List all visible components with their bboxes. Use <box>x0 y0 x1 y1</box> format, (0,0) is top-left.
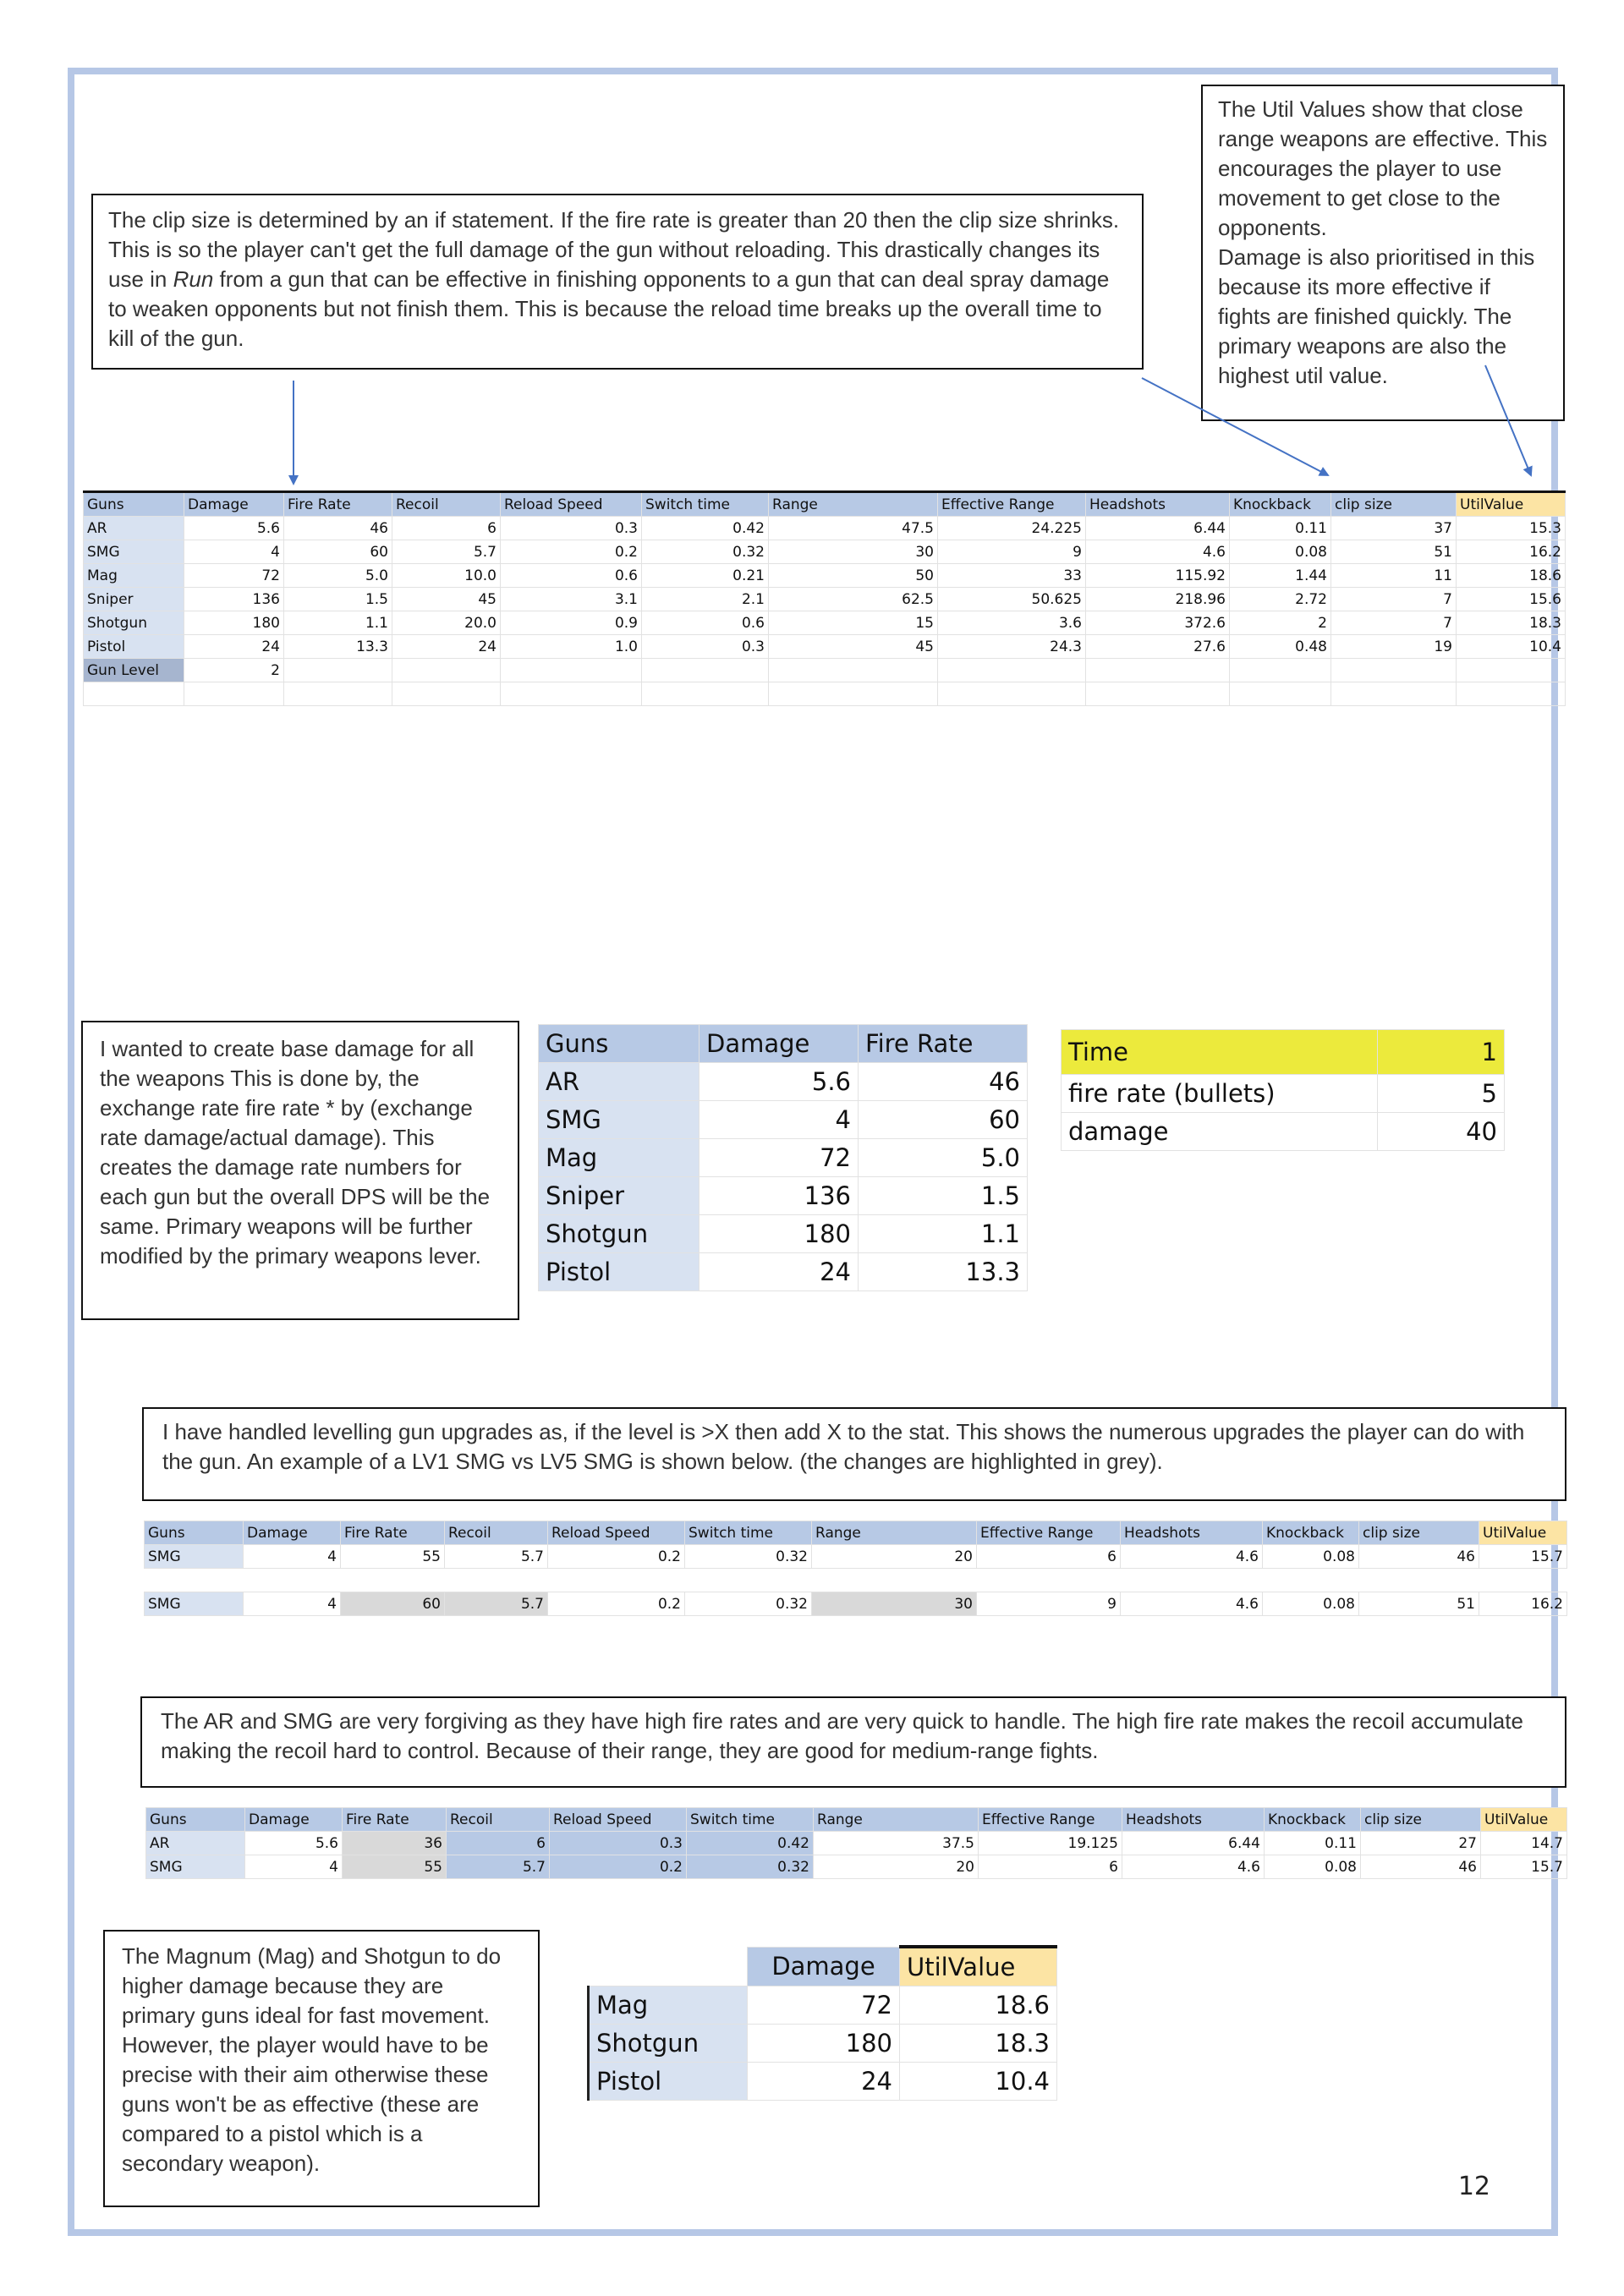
cell: 5.6 <box>245 1832 343 1855</box>
cell: 0.6 <box>642 611 769 635</box>
arrow-to-knockback <box>1142 378 1328 475</box>
arrow-to-utilvalue <box>1485 365 1531 475</box>
cell: 27.6 <box>1086 635 1230 659</box>
cell: 0.11 <box>1230 517 1331 540</box>
cell: 180 <box>184 611 284 635</box>
fire-rate-row <box>1062 1075 1505 1113</box>
cell: 5.6 <box>184 517 284 540</box>
cell: 16.2 <box>1479 1592 1567 1616</box>
table-row <box>146 1855 1567 1879</box>
cell: 5.7 <box>445 1545 548 1569</box>
row-label: AR <box>84 517 184 540</box>
cell: 37.5 <box>814 1832 979 1855</box>
cell: 0.21 <box>642 564 769 588</box>
time-label: Time <box>1062 1030 1378 1075</box>
mag-compare-table <box>587 1945 1057 2101</box>
cell: 0.11 <box>1265 1832 1361 1855</box>
header-damage: Damage <box>700 1025 859 1063</box>
header-recoil: Recoil <box>445 1521 548 1545</box>
cell: 1.0 <box>501 635 642 659</box>
damage-label: damage <box>1062 1113 1378 1151</box>
cell: 1.5 <box>284 588 392 611</box>
header-reload-speed: Reload Speed <box>501 492 642 517</box>
cell: 0.08 <box>1265 1855 1361 1879</box>
level-compare-table <box>144 1521 1567 1616</box>
header-fire-rate: Fire Rate <box>343 1808 447 1832</box>
table-row <box>84 635 1566 659</box>
cell: 1.1 <box>284 611 392 635</box>
gun-level-row <box>84 659 1566 682</box>
header-headshots: Headshots <box>1086 492 1230 517</box>
cell: 4.6 <box>1086 540 1230 564</box>
table-row <box>589 2025 1057 2063</box>
header-reload-speed: Reload Speed <box>548 1521 685 1545</box>
header-fire-rate: Fire Rate <box>859 1025 1028 1063</box>
cell-upgraded: 30 <box>812 1592 977 1616</box>
cell: 24 <box>184 635 284 659</box>
row-label: Pistol <box>539 1253 700 1291</box>
base-damage-header-row <box>539 1025 1028 1063</box>
ar-smg-header-row <box>146 1808 1567 1832</box>
mag-compare-header-row <box>589 1947 1057 1986</box>
cell-highlighted: 0.3 <box>550 1832 687 1855</box>
util-note-text-2: Damage is also prioritised in this because its more effective if fights are finished quickly. The primary weapons are also the highest util value. <box>1218 244 1535 388</box>
cell: 136 <box>184 588 284 611</box>
cell: 46 <box>284 517 392 540</box>
cell: 37 <box>1331 517 1457 540</box>
cell: 30 <box>769 540 938 564</box>
cell: 24 <box>700 1253 859 1291</box>
table-row <box>84 611 1566 635</box>
base-damage-note-text: I wanted to create base damage for all the weapons This is done by, the exchange rate fire rate * by (exchange rate damage/actual damage). This creates the damage rate numbers for each gun but the overall DPS will be the same. Primary weapons will be further modified by the primary weapons lever. <box>100 1036 491 1269</box>
table-row <box>589 1986 1057 2025</box>
cell: 10.4 <box>1457 635 1566 659</box>
cell: 24 <box>748 2063 900 2101</box>
cell: 3.1 <box>501 588 642 611</box>
cell: 24 <box>392 635 501 659</box>
cell: 46 <box>859 1063 1028 1101</box>
cell: 5.6 <box>700 1063 859 1101</box>
page-number: 12 <box>1457 2172 1490 2201</box>
table-row <box>145 1592 1567 1616</box>
time-table <box>1061 1029 1505 1151</box>
annotation-arrows <box>0 0 1624 524</box>
cell: 0.32 <box>642 540 769 564</box>
cell: 19.125 <box>979 1832 1122 1855</box>
cell: 33 <box>938 564 1086 588</box>
gun-stats-header-row <box>84 492 1566 517</box>
cell-highlighted: 55 <box>343 1855 447 1879</box>
table-row <box>539 1215 1028 1253</box>
cell: 46 <box>1359 1545 1479 1569</box>
cell: 5.0 <box>859 1139 1028 1177</box>
cell: 55 <box>341 1545 445 1569</box>
header-recoil: Recoil <box>447 1808 550 1832</box>
header-damage: Damage <box>184 492 284 517</box>
header-reload-speed: Reload Speed <box>550 1808 687 1832</box>
cell: 51 <box>1359 1592 1479 1616</box>
ar-smg-table <box>145 1807 1567 1879</box>
cell: 4 <box>184 540 284 564</box>
cell: 20 <box>812 1545 977 1569</box>
cell: 18.3 <box>1457 611 1566 635</box>
cell: 6 <box>977 1545 1121 1569</box>
time-value[interactable]: 1 <box>1378 1030 1505 1075</box>
header-headshots: Headshots <box>1121 1521 1263 1545</box>
cell: 218.96 <box>1086 588 1230 611</box>
cell: 72 <box>748 1986 900 2025</box>
row-label: Mag <box>539 1139 700 1177</box>
table-row <box>84 517 1566 540</box>
cell: 15.7 <box>1481 1855 1567 1879</box>
table-row <box>84 588 1566 611</box>
cell: 5.7 <box>392 540 501 564</box>
ar-smg-note <box>140 1696 1566 1788</box>
header-utilvalue: UtilValue <box>900 1947 1057 1986</box>
cell: 372.6 <box>1086 611 1230 635</box>
header-damage: Damage <box>244 1521 341 1545</box>
row-label: Sniper <box>539 1177 700 1215</box>
cell: 0.2 <box>501 540 642 564</box>
row-label: AR <box>539 1063 700 1101</box>
cell: 2 <box>1230 611 1331 635</box>
header-knockback: Knockback <box>1230 492 1331 517</box>
cell: 27 <box>1361 1832 1481 1855</box>
header-fire-rate: Fire Rate <box>341 1521 445 1545</box>
header-range: Range <box>814 1808 979 1832</box>
cell: 0.32 <box>685 1545 812 1569</box>
cell-highlighted: 0.42 <box>687 1832 814 1855</box>
cell: 13.3 <box>284 635 392 659</box>
header-guns: Guns <box>84 492 184 517</box>
cell: 0.3 <box>501 517 642 540</box>
cell: 46 <box>1361 1855 1481 1879</box>
row-label: Shotgun <box>589 2025 748 2063</box>
cell: 62.5 <box>769 588 938 611</box>
level-compare-header-row <box>145 1521 1567 1545</box>
damage-row <box>1062 1113 1505 1151</box>
cell: 180 <box>748 2025 900 2063</box>
time-row <box>1062 1030 1505 1075</box>
clip-text-a: The clip size is determined by an if statement. If the fire rate is greater than 20 then the clip size shrinks. This is so the player can't get the full damage of the gun without reloading. This drastically changes its use in <box>108 207 1120 292</box>
cell: 0.6 <box>501 564 642 588</box>
header-range: Range <box>812 1521 977 1545</box>
cell: 4.6 <box>1121 1545 1263 1569</box>
row-label: Pistol <box>589 2063 748 2101</box>
cell: 18.3 <box>900 2025 1057 2063</box>
util-note-text: The Util Values show that close range weapons are effective. This encourages the player to use movement to get close to the opponents. <box>1218 96 1548 240</box>
cell: 0.3 <box>642 635 769 659</box>
cell: 0.42 <box>642 517 769 540</box>
cell: 2.72 <box>1230 588 1331 611</box>
cell: 18.6 <box>900 1986 1057 2025</box>
row-label: SMG <box>146 1855 245 1879</box>
header-guns: Guns <box>145 1521 244 1545</box>
cell: 4 <box>700 1101 859 1139</box>
cell: 4 <box>245 1855 343 1879</box>
cell: 0.48 <box>1230 635 1331 659</box>
header-utilvalue: UtilValue <box>1481 1808 1567 1832</box>
cell: 4 <box>244 1545 341 1569</box>
cell: 7 <box>1331 588 1457 611</box>
cell: 18.6 <box>1457 564 1566 588</box>
header-damage: Damage <box>245 1808 343 1832</box>
cell: 13.3 <box>859 1253 1028 1291</box>
row-label: Shotgun <box>539 1215 700 1253</box>
row-label: SMG <box>84 540 184 564</box>
cell: 24.225 <box>938 517 1086 540</box>
header-guns: Guns <box>539 1025 700 1063</box>
levelling-note <box>142 1407 1566 1501</box>
empty-row <box>84 682 1566 706</box>
row-label: Mag <box>84 564 184 588</box>
cell: 45 <box>769 635 938 659</box>
cell: 60 <box>284 540 392 564</box>
cell: 1.44 <box>1230 564 1331 588</box>
cell: 6.44 <box>1122 1832 1265 1855</box>
base-damage-table <box>538 1024 1028 1291</box>
cell: 24.3 <box>938 635 1086 659</box>
cell: 60 <box>859 1101 1028 1139</box>
table-row <box>539 1177 1028 1215</box>
header-utilvalue: UtilValue <box>1479 1521 1567 1545</box>
cell: 19 <box>1331 635 1457 659</box>
table-row <box>146 1832 1567 1855</box>
cell: 180 <box>700 1215 859 1253</box>
header-switch-time: Switch time <box>642 492 769 517</box>
header-damage: Damage <box>748 1947 900 1986</box>
cell: 20.0 <box>392 611 501 635</box>
cell: 10.0 <box>392 564 501 588</box>
cell: 15.7 <box>1479 1545 1567 1569</box>
cell: 51 <box>1331 540 1457 564</box>
table-row <box>539 1139 1028 1177</box>
clip-text-b: from a gun that can be effective in finishing opponents to a gun that can deal spray damage to weaken opponents but not finish them. This is because the reload time breaks up the overall time to kill of the gun. <box>108 266 1110 351</box>
cell-highlighted: 6 <box>447 1832 550 1855</box>
damage-value: 40 <box>1378 1113 1505 1151</box>
cell: 136 <box>700 1177 859 1215</box>
cell: 6 <box>979 1855 1122 1879</box>
row-label: Mag <box>589 1986 748 2025</box>
cell: 15.6 <box>1457 588 1566 611</box>
cell: 11 <box>1331 564 1457 588</box>
cell-upgraded: 5.7 <box>445 1592 548 1616</box>
cell: 5.0 <box>284 564 392 588</box>
cell-highlighted: 0.32 <box>687 1855 814 1879</box>
cell: 9 <box>977 1592 1121 1616</box>
cell: 7 <box>1331 611 1457 635</box>
header-guns: Guns <box>146 1808 245 1832</box>
spacer-row <box>145 1569 1567 1592</box>
cell: 0.2 <box>548 1545 685 1569</box>
cell: 4 <box>244 1592 341 1616</box>
header-clip-size: clip size <box>1331 492 1457 517</box>
row-label: Sniper <box>84 588 184 611</box>
cell: 15 <box>769 611 938 635</box>
cell: 50.625 <box>938 588 1086 611</box>
cell: 9 <box>938 540 1086 564</box>
header-effective-range: Effective Range <box>979 1808 1122 1832</box>
fire-rate-label: fire rate (bullets) <box>1062 1075 1378 1113</box>
cell: 50 <box>769 564 938 588</box>
header-fire-rate: Fire Rate <box>284 492 392 517</box>
table-row <box>589 2063 1057 2101</box>
row-label: SMG <box>539 1101 700 1139</box>
header-range: Range <box>769 492 938 517</box>
header-effective-range: Effective Range <box>938 492 1086 517</box>
base-damage-note <box>81 1021 519 1320</box>
cell: 0.2 <box>548 1592 685 1616</box>
mag-shotgun-note-text: The Magnum (Mag) and Shotgun to do higher damage because they are primary guns ideal for fast movement. However, the player would have to be precise with their aim otherwise these guns won't be as effective (these are compared to a pistol which is a secondary weapon). <box>122 1943 502 2176</box>
cell: 1.1 <box>859 1215 1028 1253</box>
header-knockback: Knockback <box>1263 1521 1359 1545</box>
cell: 72 <box>184 564 284 588</box>
cell: 0.9 <box>501 611 642 635</box>
header-effective-range: Effective Range <box>977 1521 1121 1545</box>
clip-text-run: Run <box>173 266 214 292</box>
ar-smg-note-text: The AR and SMG are very forgiving as they have high fire rates and are very quick to handle. The high fire rate makes the recoil accumulate making the recoil hard to control. Because of their range, they are good for medium-range fights. <box>161 1708 1523 1763</box>
cell: 4.6 <box>1122 1855 1265 1879</box>
header-switch-time: Switch time <box>687 1808 814 1832</box>
cell: 6.44 <box>1086 517 1230 540</box>
cell: 4.6 <box>1121 1592 1263 1616</box>
cell: 14.7 <box>1481 1832 1567 1855</box>
cell: 2.1 <box>642 588 769 611</box>
header-knockback: Knockback <box>1265 1808 1361 1832</box>
row-label: Shotgun <box>84 611 184 635</box>
cell: 15.3 <box>1457 517 1566 540</box>
header-clip-size: clip size <box>1361 1808 1481 1832</box>
cell: 20 <box>814 1855 979 1879</box>
table-row <box>539 1101 1028 1139</box>
table-row <box>84 564 1566 588</box>
cell-highlighted: 36 <box>343 1832 447 1855</box>
cell-upgraded: 60 <box>341 1592 445 1616</box>
cell-highlighted: 0.2 <box>550 1855 687 1879</box>
gun-level-value[interactable]: 2 <box>184 659 284 682</box>
table-row <box>145 1545 1567 1569</box>
header-utilvalue: UtilValue <box>1457 492 1566 517</box>
table-row <box>84 540 1566 564</box>
gun-level-label: Gun Level <box>84 659 184 682</box>
row-label: SMG <box>145 1592 244 1616</box>
cell: 1.5 <box>859 1177 1028 1215</box>
cell: 10.4 <box>900 2063 1057 2101</box>
levelling-note-text: I have handled levelling gun upgrades as, if the level is >X then add X to the stat. This shows the numerous upgrades the player can do with the gun. An example of a LV1 SMG vs LV5 SMG is shown below. (the changes are highlighted in grey). <box>162 1419 1525 1474</box>
gun-stats-table <box>83 490 1566 706</box>
row-label: SMG <box>145 1545 244 1569</box>
row-label: Pistol <box>84 635 184 659</box>
header-switch-time: Switch time <box>685 1521 812 1545</box>
cell: 0.08 <box>1230 540 1331 564</box>
fire-rate-value: 5 <box>1378 1075 1505 1113</box>
cell: 0.32 <box>685 1592 812 1616</box>
cell: 0.08 <box>1263 1592 1359 1616</box>
mag-shotgun-note <box>103 1930 540 2207</box>
table-row <box>539 1063 1028 1101</box>
cell: 72 <box>700 1139 859 1177</box>
header-clip-size: clip size <box>1359 1521 1479 1545</box>
cell: 45 <box>392 588 501 611</box>
header-recoil: Recoil <box>392 492 501 517</box>
table-row <box>539 1253 1028 1291</box>
cell: 115.92 <box>1086 564 1230 588</box>
cell-highlighted: 5.7 <box>447 1855 550 1879</box>
cell: 3.6 <box>938 611 1086 635</box>
row-label: AR <box>146 1832 245 1855</box>
cell: 0.08 <box>1263 1545 1359 1569</box>
cell: 16.2 <box>1457 540 1566 564</box>
cell: 47.5 <box>769 517 938 540</box>
cell: 6 <box>392 517 501 540</box>
header-headshots: Headshots <box>1122 1808 1265 1832</box>
